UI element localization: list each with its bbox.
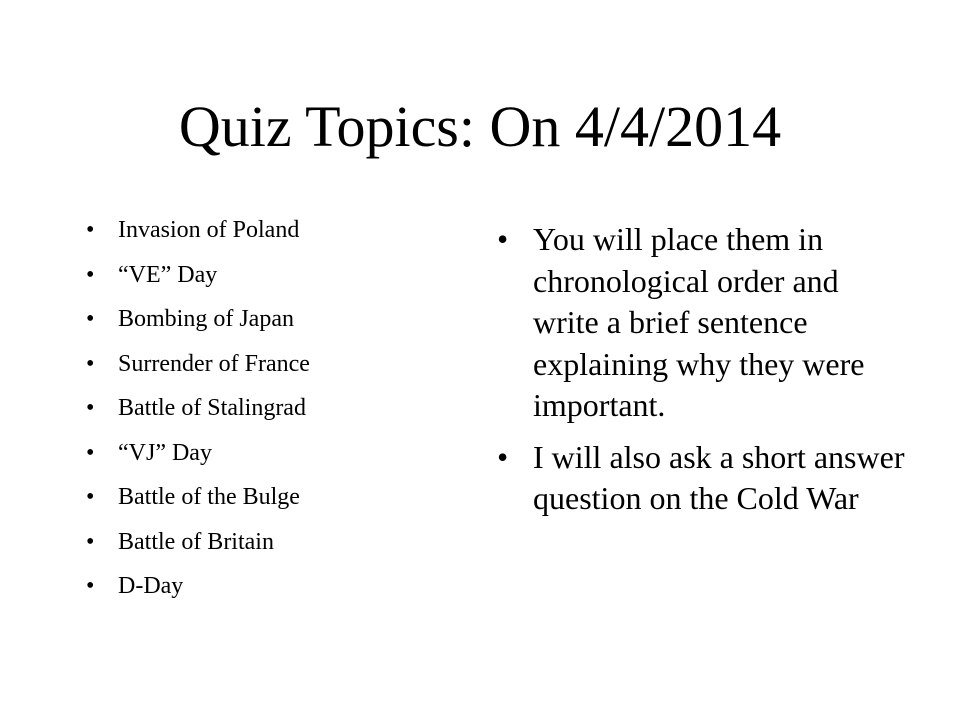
bullet-icon: • — [86, 528, 95, 555]
list-item — [86, 483, 310, 528]
slide-title: Quiz Topics: On 4/4/2014 — [178, 94, 782, 159]
instruction-text: You will place them in chronological order and write a brief sentence explaining why they were important. — [533, 221, 865, 423]
list-item — [86, 216, 310, 261]
bullet-icon: • — [497, 221, 509, 257]
topic-text: “VE” Day — [118, 261, 218, 288]
bullet-icon: • — [86, 484, 95, 510]
topic-text: Invasion of Poland — [118, 217, 300, 243]
topic-text: Surrender of France — [118, 350, 310, 377]
bullet-icon: • — [86, 439, 95, 466]
instructions-list — [497, 219, 907, 530]
bullet-icon: • — [86, 261, 95, 288]
list-item — [86, 394, 310, 439]
bullet-icon: • — [86, 350, 95, 377]
list-item — [86, 305, 310, 350]
bullet-icon: • — [86, 306, 95, 332]
bullet-icon: • — [86, 217, 95, 243]
bullet-icon: • — [497, 438, 509, 475]
bullet-icon: • — [86, 395, 95, 421]
list-item — [497, 219, 907, 427]
topic-text: Battle of Britain — [118, 528, 274, 555]
bullet-icon: • — [86, 573, 95, 599]
topics-list — [86, 216, 310, 617]
instruction-text: I will also ask a short answer question on the Cold War — [533, 438, 905, 516]
list-item — [497, 437, 907, 520]
list-item — [86, 350, 310, 395]
topic-text: Battle of the Bulge — [118, 484, 300, 510]
list-item — [86, 572, 310, 617]
topic-text: Battle of Stalingrad — [118, 395, 306, 421]
topic-text: “VJ” Day — [118, 439, 212, 466]
topic-text: D-Day — [118, 573, 184, 599]
list-item — [86, 528, 310, 573]
topic-text: Bombing of Japan — [118, 306, 294, 332]
list-item — [86, 439, 310, 484]
list-item — [86, 261, 310, 306]
